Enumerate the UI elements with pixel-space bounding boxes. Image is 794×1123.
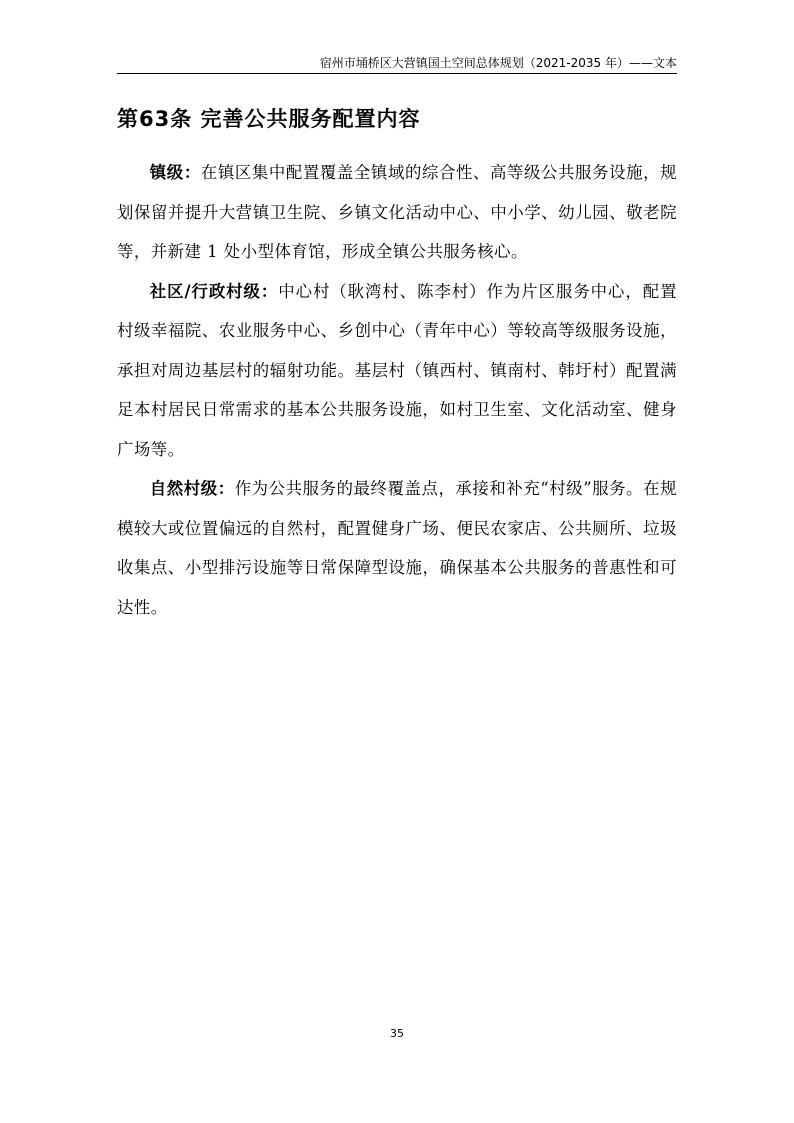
paragraph-text: 作为公共服务的最终覆盖点，承接和补充“村级”服务。在规模较大或位置偏远的自然村，配置健身广场、便民农家店、公共厕所、垃圾收集点、小型排污设施等日常保障型设施，确保基本公共服务的普惠性和可达性。 bbox=[117, 479, 678, 617]
page-number: 35 bbox=[390, 1027, 404, 1040]
paragraph-community-level bbox=[117, 272, 677, 470]
paragraph-natural-village-level bbox=[117, 469, 677, 627]
paragraph-label: 镇级： bbox=[149, 163, 201, 182]
paragraph-text: 在镇区集中配置覆盖全镇域的综合性、高等级公共服务设施，规划保留并提升大营镇卫生院、乡镇文化活动中心、中小学、幼儿园、敬老院等，并新建 1 处小型体育馆，形成全镇公共服务核心。 bbox=[117, 163, 677, 261]
running-header: 宿州市埇桥区大营镇国土空间总体规划（2021-2035 年）——文本 bbox=[319, 56, 677, 70]
paragraph-label: 社区/行政村级： bbox=[149, 281, 279, 301]
article-body bbox=[117, 153, 677, 627]
section-title: 第63条 完善公共服务配置内容 bbox=[117, 107, 421, 131]
header-divider bbox=[117, 73, 677, 74]
paragraph-town-level bbox=[117, 153, 677, 272]
paragraph-label: 自然村级： bbox=[149, 479, 235, 498]
paragraph-text: 中心村（耿湾村、陈李村）作为片区服务中心，配置村级幸福院、农业服务中心、乡创中心（青年中心）等较高等级服务设施，承担对周边基层村的辐射功能。基层村（镇西村、镇南村、韩圩村）配置满足本村居民日常需求的基本公共服务设施，如村卫生室、文化活动室、健身广场等。 bbox=[117, 281, 677, 459]
